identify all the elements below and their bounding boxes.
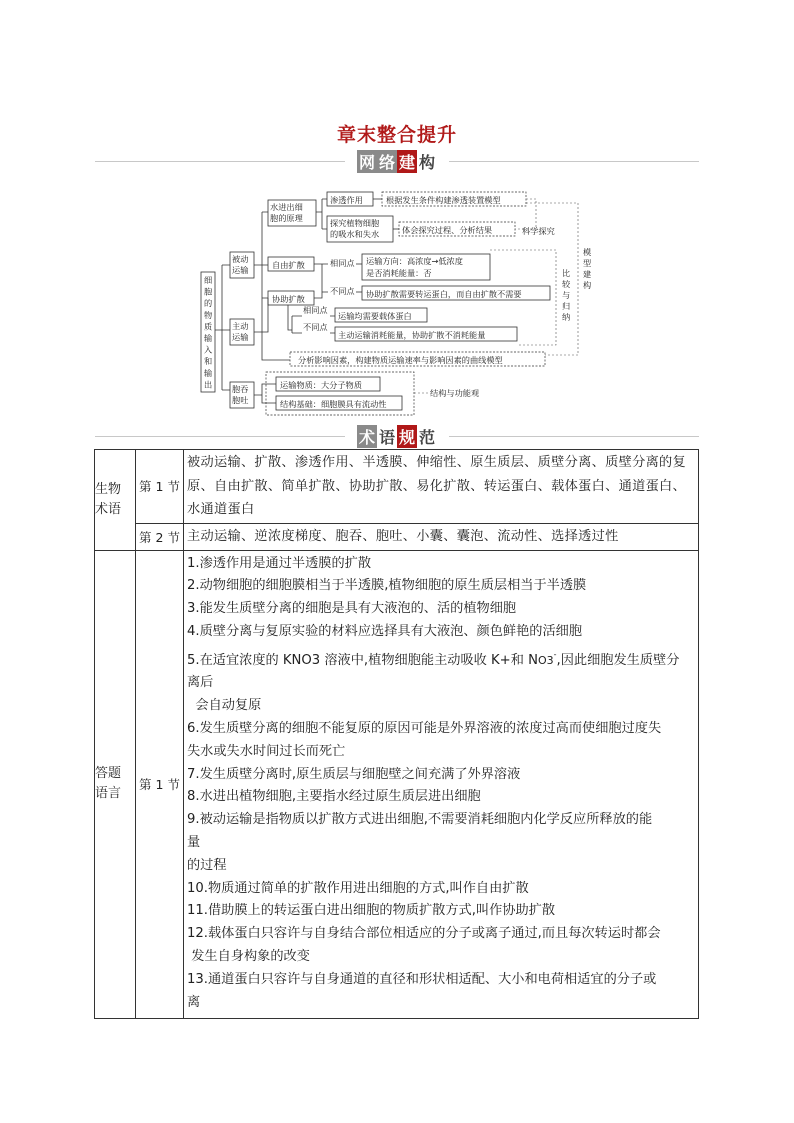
water-principle-b: 胞的原理 [270, 213, 303, 223]
same1-text-a: 运输方向：高浓度→低浓度 [366, 256, 463, 266]
root-char: 入 [204, 344, 213, 355]
same1-text-b: 是否消耗能量：否 [366, 268, 432, 278]
banner-char: 网 [357, 150, 377, 173]
banner-char: 范 [419, 428, 436, 447]
answer-line: 9.被动运输是指物质以扩散方式进出细胞,不需要消耗细胞内化学反应所释放的能 [187, 812, 653, 828]
answer-fragment: 5.在适宜浓度的 KNO3 溶液中,植物细胞能主动吸收 K+和 N [187, 652, 538, 668]
root-char: 出 [204, 379, 213, 390]
osmosis-model-text: 根据发生条件构建渗透装置模型 [386, 195, 501, 205]
answer-line: 10.物质通过简单的扩散作用进出细胞的方式,叫作自由扩散 [187, 880, 529, 896]
root-char: 质 [204, 321, 213, 332]
concept-map [0, 0, 794, 430]
same2-text: 运输均需要载体蛋白 [338, 311, 412, 321]
answer-line: 离 [187, 994, 201, 1010]
banner-char: 建 [397, 150, 417, 173]
answer-line: 发生自身构象的改变 [187, 949, 310, 965]
answer-line: 1.渗透作用是通过半透膜的扩散 [187, 555, 372, 571]
banner-char: 络 [377, 150, 397, 173]
factors-text: 分析影响因素，构建物质运输速率与影响因素的曲线模型 [298, 355, 503, 365]
root-char: 的 [204, 298, 213, 309]
answer-cell [184, 550, 699, 1019]
root-char: 输 [204, 333, 213, 343]
answer-line: 8.水进出植物细胞,主要指水经过原生质层进出细胞 [187, 789, 481, 805]
endo-label-b: 胞吐 [232, 395, 249, 405]
root-char: 胞 [204, 286, 213, 297]
endo-label-a: 胞吞 [232, 384, 249, 394]
active-label-a: 主动 [232, 321, 249, 331]
endo-material-text: 运输物质：大分子物质 [280, 380, 362, 390]
terms-label: 生物术语 [95, 481, 122, 517]
same2-label: 相同点 [303, 305, 328, 315]
answer-line: 13.通道蛋白只容许与自身通道的直径和形状相适配、大小和电荷相适宜的分子或 [187, 971, 657, 987]
banner-char: 构 [419, 153, 436, 172]
struct-func-label: 结构与功能观 [430, 388, 480, 398]
answer-line: 的过程 [187, 857, 227, 873]
passive-label-a: 被动 [232, 254, 249, 264]
water-principle-a: 水进出细 [270, 202, 303, 212]
passive-label-b: 运输 [232, 265, 249, 275]
diff2-text: 主动运输消耗能量，协助扩散不消耗能量 [338, 330, 486, 340]
active-label-b: 运输 [232, 332, 249, 342]
answer-line: 11.借助膜上的转运蛋白进出细胞的物质扩散方式,叫作协助扩散 [187, 903, 556, 919]
osmosis-label: 渗透作用 [330, 195, 363, 205]
banner-char: 语 [378, 428, 395, 447]
diff1-label: 不同点 [330, 286, 355, 296]
answer-label: 答题语言 [95, 766, 122, 802]
section-cell: 第 1 节 [136, 450, 184, 524]
terms-row-label [95, 450, 136, 551]
free-diff-label: 自由扩散 [272, 260, 305, 270]
section-cell: 第 1 节 [136, 550, 184, 1019]
terms-cell: 主动运输、逆浓度梯度、胞吞、胞吐、小囊、囊泡、流动性、选择透过性 [184, 523, 699, 550]
answer-line: 量 [187, 835, 201, 851]
compare-label: 比较与归纳 [562, 268, 571, 322]
terms-cell: 被动运输、扩散、渗透作用、半透膜、伸缩性、原生质层、质壁分离、质壁分离的复原、自由扩散、简单扩散、协助扩散、易化扩散、转运蛋白、载体蛋白、通道蛋白、水通道蛋白 [184, 450, 699, 524]
root-char: 物 [204, 309, 213, 320]
answer-line [187, 644, 696, 673]
same1-label: 相同点 [330, 258, 355, 268]
answer-line: 会自动复原 [187, 698, 262, 714]
terms-table [94, 449, 699, 1019]
answer-line: 失水或失水时间过长而死亡 [187, 743, 346, 759]
answer-line: 12.载体蛋白只容许与自身结合部位相适应的分子或离子通过,而且每次转运时都会 [187, 926, 661, 942]
root-char: 和 [204, 356, 213, 367]
diff1-text: 协助扩散需要转运蛋白，而自由扩散不需要 [366, 289, 522, 299]
answer-line: 7.发生质壁分离时,原生质层与细胞壁之间充满了外界溶液 [187, 766, 521, 782]
answer-line: 2.动物细胞的细胞膜相当于半透膜,植物细胞的原生质层相当于半透膜 [187, 578, 587, 594]
answer-line: 离后 [187, 675, 214, 691]
answer-fragment: ,因此细胞发生质壁分 [556, 652, 680, 668]
facil-diff-label: 协助扩散 [272, 294, 305, 304]
banner-char: 规 [397, 425, 417, 448]
answer-superscript: - [553, 649, 557, 659]
answer-line: 4.质壁分离与复原实验的材料应选择具有大液泡、颜色鲜艳的活细胞 [187, 623, 583, 639]
answer-row-label [95, 550, 136, 1019]
answer-line: 6.发生质壁分离的细胞不能复原的原因可能是外界溶液的浓度过高而使细胞过度失 [187, 721, 662, 737]
endo-basis-text: 结构基础：细胞膜具有流动性 [280, 399, 387, 409]
root-char: 细 [204, 275, 213, 285]
section-cell: 第 2 节 [136, 523, 184, 550]
root-label-chars [204, 275, 212, 389]
answer-line: 3.能发生质壁分离的细胞是具有大液泡的、活的植物细胞 [187, 601, 517, 617]
banner-char: 术 [357, 425, 377, 448]
diff2-label: 不同点 [303, 322, 328, 332]
answer-fragment: O3 [537, 653, 554, 667]
page-title: 章末整合提升 [336, 124, 457, 146]
sci-explore-label: 科学探究 [522, 226, 555, 236]
plant-exp-note: 体会探究过程、分析结果 [402, 225, 493, 235]
model-build-label: 模型建构 [583, 247, 592, 290]
root-char: 输 [204, 367, 213, 378]
section-banner-terms [95, 425, 699, 449]
plant-exp-a: 探究植物细胞 [330, 218, 380, 228]
plant-exp-b: 的吸水和失水 [330, 229, 380, 239]
